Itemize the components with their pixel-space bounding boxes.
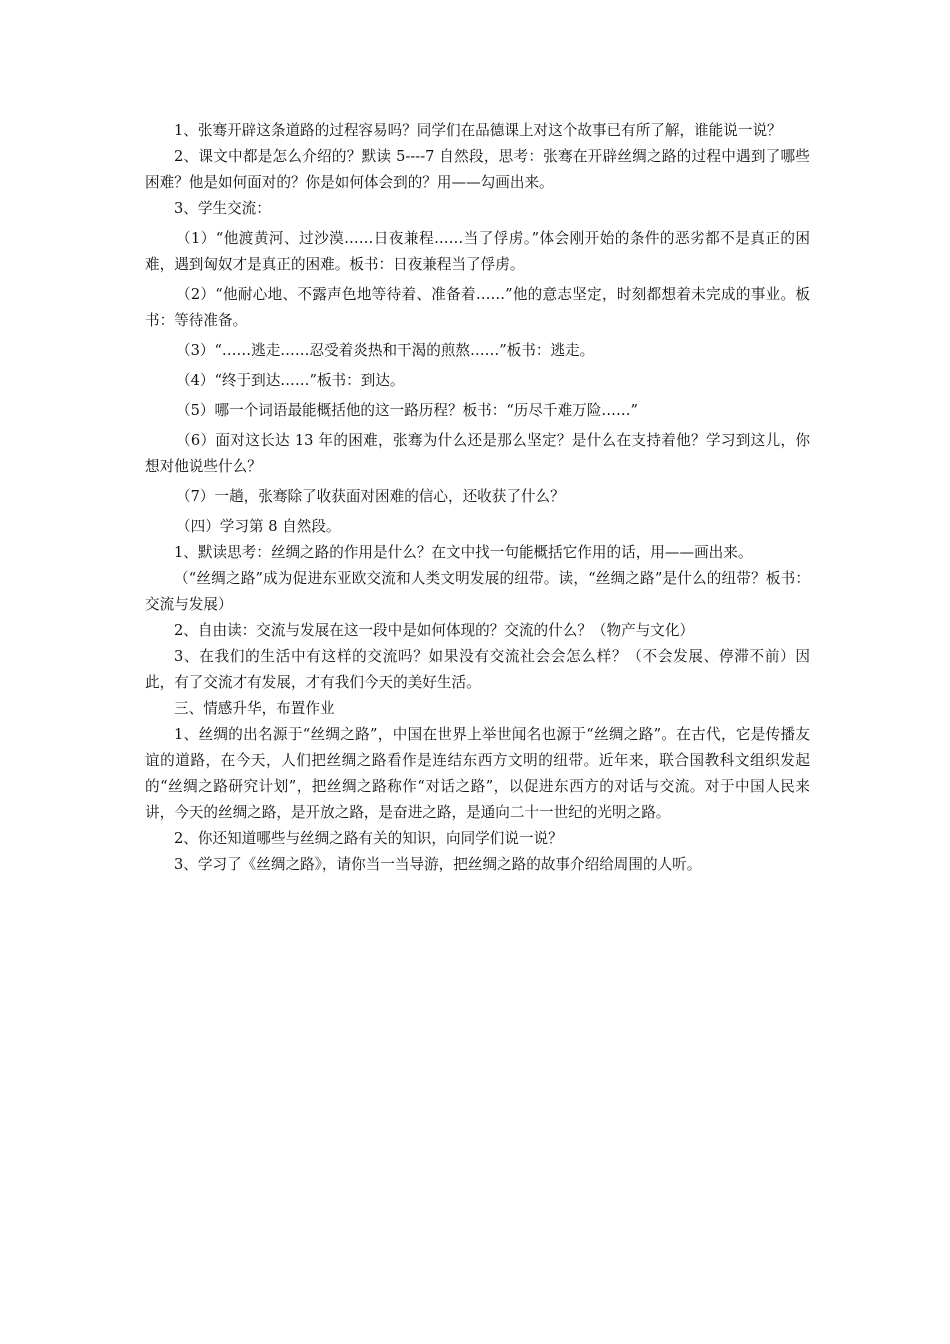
paragraph-item-5: （5）哪一个词语最能概括他的这一路历程？板书：“历尽千难万险……” — [176, 402, 639, 419]
paragraph-read-think: 1、默读思考：丝绸之路的作用是什么？在文中找一句能概括它作用的话，用——画出来。 — [174, 544, 753, 561]
paragraph-free-reading: 2、自由读：交流与发展在这一段中是如何体现的？交流的什么？（物产与文化） — [174, 622, 695, 639]
paragraph-item-1: （1）“他渡黄河、过沙漠……日夜兼程……当了俘虏。”体会刚开始的条件的恶劣都不是真正的困难，遇到匈奴才是真正的困难。板书：日夜兼程当了俘虏。 — [145, 230, 810, 273]
paragraph-homework-2: 2、你还知道哪些与丝绸之路有关的知识，向同学们说一说？ — [174, 830, 563, 847]
paragraph-exchange-in-life: 3、在我们的生活中有这样的交流吗？如果没有交流社会会怎么样？（不会发展、停滞不前）因此，有了交流才有发展，才有我们今天的美好生活。 — [145, 648, 810, 691]
paragraph-silk-road-bond: （“丝绸之路”成为促进东亚欧交流和人类文明发展的纽带。读，“丝绸之路”是什么的纽带？板书：交流与发展） — [145, 570, 810, 613]
paragraph-section-four: （四）学习第 8 自然段。 — [176, 518, 341, 535]
paragraph-student-exchange: 3、学生交流： — [174, 200, 271, 217]
paragraph-homework-3: 3、学习了《丝绸之路》，请你当一当导游，把丝绸之路的故事介绍给周围的人听。 — [174, 856, 702, 873]
paragraph-item-4: （4）“终于到达……”板书：到达。 — [176, 372, 405, 389]
paragraph-item-7: （7）一趟，张骞除了收获面对困难的信心，还收获了什么？ — [176, 488, 565, 505]
paragraph-item-2: （2）“他耐心地、不露声色地等待着、准备着……”他的意志坚定，时刻都想着未完成的事业。板书：等待准备。 — [145, 286, 810, 329]
paragraph-question-2: 2、课文中都是怎么介绍的？默读 5----7 自然段，思考：张骞在开辟丝绸之路的过程中遇到了哪些困难？他是如何面对的？你是如何体会到的？用——勾画出来。 — [145, 148, 810, 191]
paragraph-section-three-heading: 三、情感升华，布置作业 — [174, 700, 335, 717]
document-body — [145, 118, 810, 878]
paragraph-item-6: （6）面对这长达 13 年的困难，张骞为什么还是那么坚定？是什么在支持着他？学习到这儿，你想对他说些什么？ — [145, 432, 810, 475]
paragraph-item-3: （3）“……逃走……忍受着炎热和干渴的煎熬……”板书：逃走。 — [176, 342, 595, 359]
paragraph-question-1: 1、张骞开辟这条道路的过程容易吗？同学们在品德课上对这个故事已有所了解，谁能说一说？ — [174, 122, 782, 139]
paragraph-silk-fame: 1、丝绸的出名源于“丝绸之路”，中国在世界上举世闻名也源于“丝绸之路”。在古代，它是传播友谊的道路，在今天，人们把丝绸之路看作是连结东西方文明的纽带。近年来，联合国教科文组织发起的“丝绸之路研究计划”，把丝绸之路称作“对话之路”，以促进东西方的对话与交流。对于中国人民来讲，今天的丝绸之路，是开放之路，是奋进之路，是通向二十一世纪的光明之路。 — [145, 726, 810, 821]
